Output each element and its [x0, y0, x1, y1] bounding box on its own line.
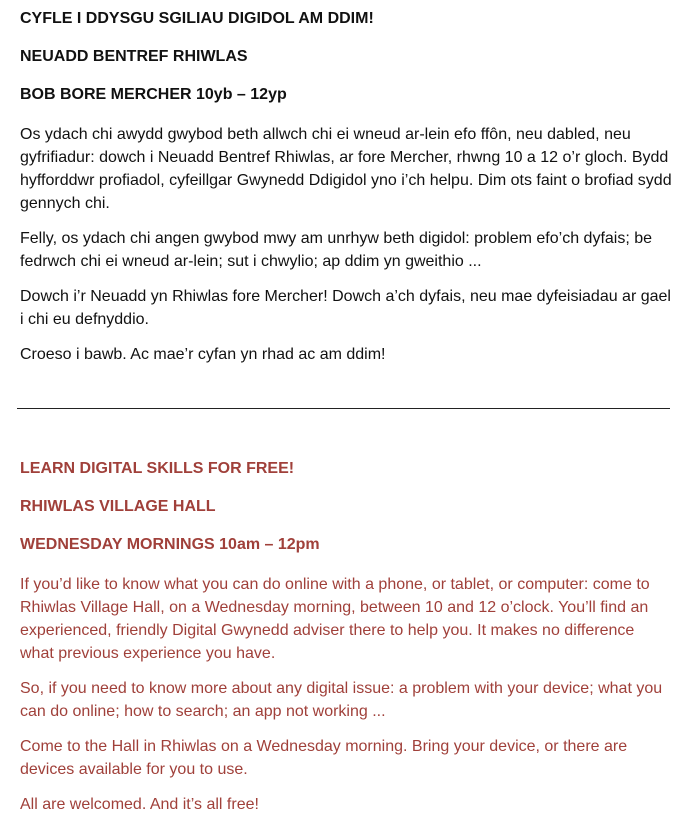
english-paragraph-intro: If you’d like to know what you can do online with a phone, or tablet, or computer: come to Rhiwlas Village Hall, on a Wednesday morning, between 10 and 12 o’clock. You’ll find an experienced, friendly Digital Gwynedd adviser there to help you. It makes no difference what previous experience you have. — [20, 576, 650, 662]
english-section — [20, 459, 672, 828]
english-venue: RHIWLAS VILLAGE HALL — [20, 498, 216, 515]
welsh-paragraph-welcome: Croeso i bawb. Ac mae’r cyfan yn rhad ac am ddim! — [20, 346, 386, 363]
english-paragraph-welcome: All are welcomed. And it’s all free! — [20, 796, 259, 813]
welsh-title: CYFLE I DDYSGU SGILIAU DIGIDOL AM DDIM! — [20, 10, 374, 27]
welsh-paragraph-topics: Felly, os ydach chi angen gwybod mwy am unrhyw beth digidol: problem efo’ch dyfais; be fedrwch chi ei wneud ar-lein; sut i chwylio; ap ddim yn gweithio ... — [20, 230, 653, 270]
english-schedule: WEDNESDAY MORNINGS 10am – 12pm — [20, 536, 320, 553]
welsh-paragraph-invite: Dowch i’r Neuadd yn Rhiwlas fore Mercher! Dowch a’ch dyfais, neu mae dyfeisiadau ar gael i chi eu defnyddio. — [20, 288, 671, 328]
welsh-paragraph-intro: Os ydach chi awydd gwybod beth allwch chi ei wneud ar-lein efo ffôn, neu dabled, neu gyfrifiadur: dowch i Neuadd Bentref Rhiwlas, ar fore Mercher, rhwng 10 a 12 o’r gloch. Bydd hyfforddwr profiadol, cyfeillgar Gwynedd Ddigidol yno i’ch helpu. Dim ots faint o brofiad sydd gennych chi. — [20, 126, 672, 212]
welsh-section — [20, 9, 672, 378]
section-divider — [17, 408, 670, 409]
english-title: LEARN DIGITAL SKILLS FOR FREE! — [20, 460, 295, 477]
english-paragraph-invite: Come to the Hall in Rhiwlas on a Wednesday morning. Bring your device, or there are devices available for you to use. — [20, 738, 628, 778]
welsh-schedule: BOB BORE MERCHER 10yb – 12yp — [20, 86, 287, 103]
welsh-venue: NEUADD BENTREF RHIWLAS — [20, 48, 248, 65]
english-paragraph-topics: So, if you need to know more about any digital issue: a problem with your device; what you can do online; how to search; an app not working ... — [20, 680, 663, 720]
